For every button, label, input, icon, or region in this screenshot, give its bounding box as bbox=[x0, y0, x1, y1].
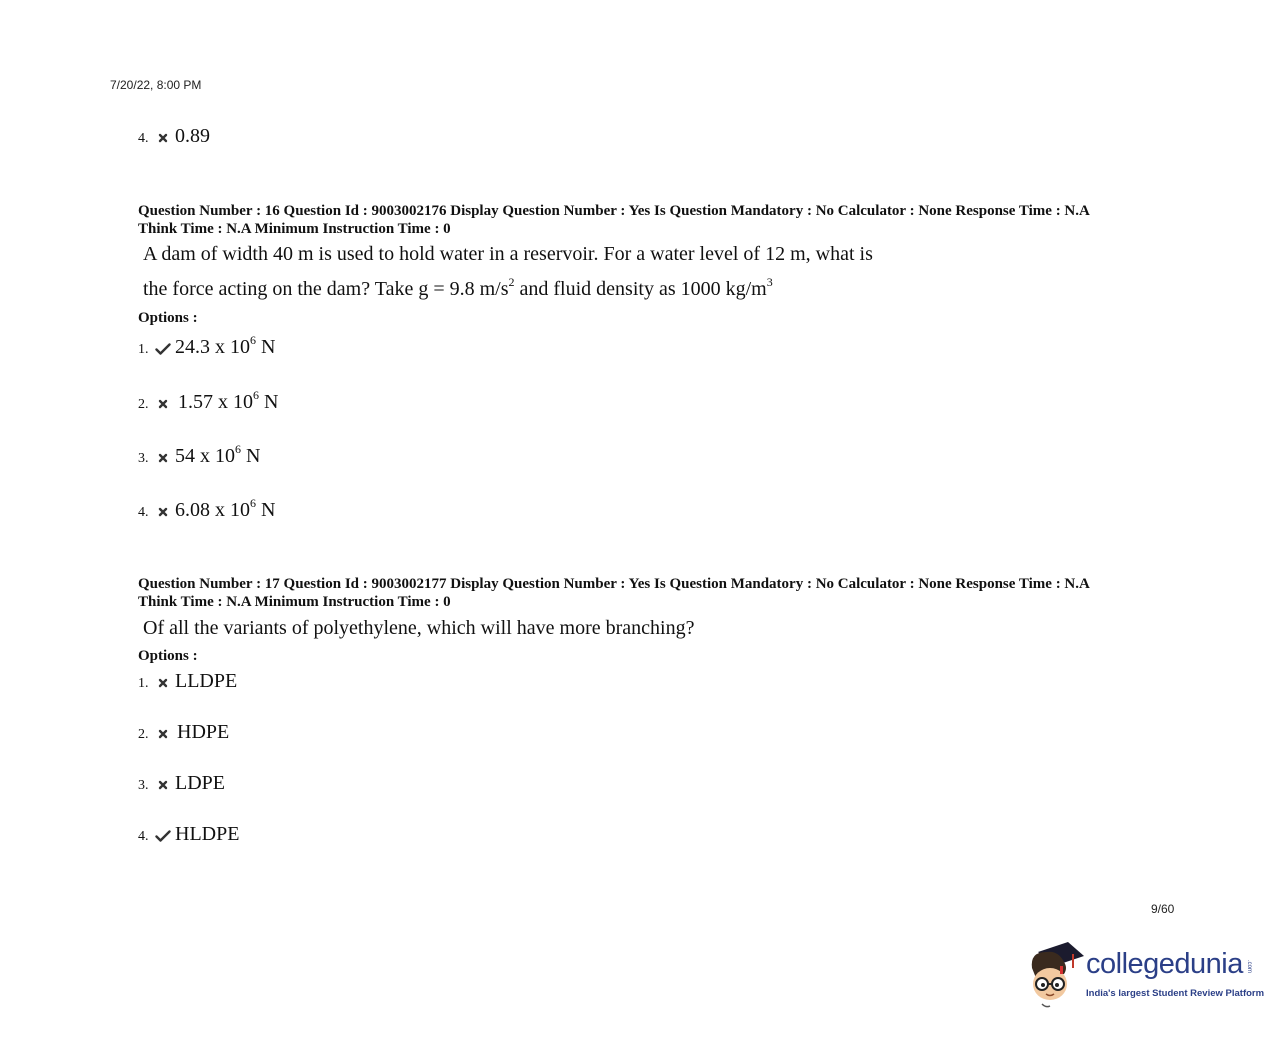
check-icon bbox=[155, 829, 171, 846]
meta-line-1: Question Number : 17 Question Id : 9003002177 Display Question Number : Yes Is Question Mandatory : No Calculator : None Response Time : N.A bbox=[138, 576, 1090, 592]
cross-icon bbox=[155, 397, 171, 414]
prev-option-4 bbox=[138, 124, 210, 148]
option-text bbox=[178, 390, 278, 414]
option-number: 1. bbox=[138, 342, 149, 357]
option-text: HDPE bbox=[177, 721, 230, 743]
page-number: 9/60 bbox=[1151, 902, 1175, 916]
check-icon bbox=[155, 342, 171, 359]
meta-line-2: Think Time : N.A Minimum Instruction Time : 0 bbox=[138, 594, 451, 610]
option-number: 4. bbox=[138, 829, 149, 844]
question-16-text-line-1: A dam of width 40 m is used to hold water in a reservoir. For a water level of 12 m, what is bbox=[143, 243, 873, 265]
cross-icon bbox=[155, 451, 171, 468]
student-mascot-icon bbox=[1024, 938, 1086, 1010]
option-text: 0.89 bbox=[175, 125, 210, 147]
options-label: Options : bbox=[138, 310, 198, 326]
cross-icon bbox=[155, 505, 171, 522]
text-part: and fluid density as 1000 kg/m bbox=[514, 278, 767, 300]
cross-icon bbox=[155, 778, 171, 795]
q16-option-2 bbox=[138, 390, 278, 414]
brand-tagline: India's largest Student Review Platform bbox=[1086, 988, 1265, 999]
option-exponent: 6 bbox=[235, 442, 241, 457]
option-exponent: 6 bbox=[250, 496, 256, 511]
options-label: Options : bbox=[138, 648, 198, 664]
option-number: 4. bbox=[138, 131, 149, 146]
option-number: 3. bbox=[138, 778, 149, 793]
cross-icon bbox=[155, 727, 171, 744]
q17-option-1 bbox=[138, 669, 237, 693]
text-part: the force acting on the dam? Take g = 9.8 m/s bbox=[143, 278, 509, 300]
q17-option-2 bbox=[138, 720, 229, 744]
brand-name: collegedunia bbox=[1086, 948, 1243, 980]
cross-icon bbox=[155, 131, 171, 148]
option-unit: N bbox=[256, 336, 276, 358]
q17-option-3 bbox=[138, 771, 225, 795]
option-number: 3. bbox=[138, 451, 149, 466]
option-text: LDPE bbox=[175, 772, 225, 794]
option-base: 6.08 x 10 bbox=[175, 499, 250, 521]
question-17-text: Of all the variants of polyethylene, which will have more branching? bbox=[143, 617, 695, 639]
q16-option-1 bbox=[138, 335, 275, 359]
option-number: 1. bbox=[138, 676, 149, 691]
option-number: 4. bbox=[138, 505, 149, 520]
option-base: 1.57 x 10 bbox=[178, 391, 253, 413]
collegedunia-logo bbox=[1024, 938, 1264, 1010]
q17-option-4 bbox=[138, 822, 239, 846]
q16-option-3 bbox=[138, 444, 260, 468]
meta-line-1: Question Number : 16 Question Id : 9003002176 Display Question Number : Yes Is Question Mandatory : No Calculator : None Response Time : N.A bbox=[138, 203, 1090, 219]
option-exponent: 6 bbox=[253, 388, 259, 403]
cross-icon bbox=[155, 676, 171, 693]
option-base: 24.3 x 10 bbox=[175, 336, 250, 358]
superscript: 2 bbox=[508, 275, 515, 290]
brand-suffix: .com bbox=[1246, 960, 1252, 974]
option-text bbox=[175, 498, 275, 522]
option-text: LLDPE bbox=[175, 670, 238, 692]
question-16-meta bbox=[138, 202, 1158, 238]
question-17-meta bbox=[138, 575, 1158, 611]
option-text: HLDPE bbox=[175, 823, 240, 845]
question-16-text-line-2 bbox=[143, 275, 773, 301]
option-unit: N bbox=[241, 445, 261, 467]
option-exponent: 6 bbox=[250, 333, 256, 348]
print-timestamp: 7/20/22, 8:00 PM bbox=[110, 78, 202, 92]
option-number: 2. bbox=[138, 727, 149, 742]
option-unit: N bbox=[259, 391, 279, 413]
superscript: 3 bbox=[766, 275, 773, 290]
meta-line-2: Think Time : N.A Minimum Instruction Time : 0 bbox=[138, 221, 451, 237]
option-unit: N bbox=[256, 499, 276, 521]
option-text bbox=[175, 335, 275, 359]
option-number: 2. bbox=[138, 397, 149, 412]
q16-option-4 bbox=[138, 498, 275, 522]
option-text bbox=[175, 444, 260, 468]
option-base: 54 x 10 bbox=[175, 445, 235, 467]
